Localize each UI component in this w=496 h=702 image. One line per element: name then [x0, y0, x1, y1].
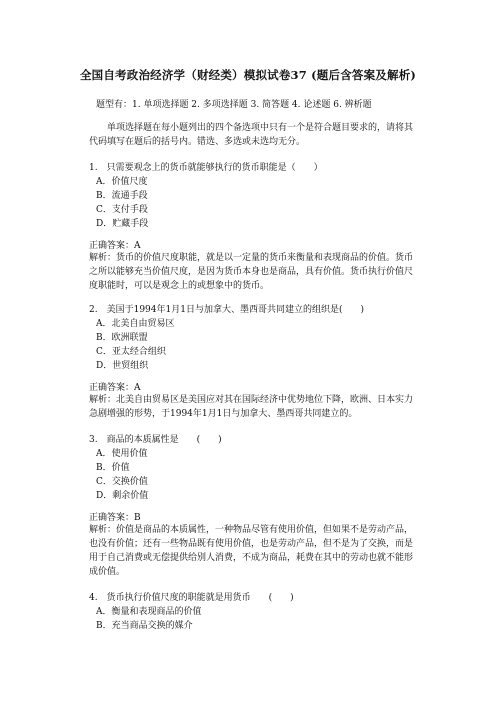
question-2-option-c: C．亚太经合组织: [96, 347, 166, 357]
question-2-option-b: B．欧洲联盟: [96, 333, 148, 343]
question-4-option-a: A．衡量和表现商品的价值: [96, 607, 202, 617]
question-1-option-b: B．流通手段: [96, 191, 148, 201]
question-1-option-c: C．支付手段: [96, 205, 148, 215]
question-1-option-d: D．贮藏手段: [96, 219, 149, 229]
question-4-option-b: B．充当商品交换的媒介: [96, 621, 193, 631]
question-2-answer: 正确答案：A: [89, 383, 141, 393]
question-1-analysis: 解析：货币的价值尺度职能，就是以一定量的货币来衡量和表现商品的价值。货币之所以能够充当价值尺度，是因为货币本身也是商品，具有价值。货币执行价值尺度职能时，可以是观念上的或想象中的货币。: [89, 253, 414, 291]
question-4-stem: 4. 货币执行价值尺度的职能就是用货币 ( ): [89, 593, 294, 603]
question-3-analysis: 解析：价值是商品的本质属性，一种物品尽管有使用价值，但如果不是劳动产品，也没有价值；还有一些物品既有使用价值，也是劳动产品，但不是为了交换，而是用于自己消费或无偿提供给别人消费，不成为商品，耗费在其中的劳动也就不能形成价值。: [89, 525, 414, 577]
question-3-option-d: D．剩余价值: [96, 491, 149, 501]
question-3-option-a: A．使用价值: [96, 449, 148, 459]
document-title: 全国自考政治经济学（财经类）模拟试卷37 (题后含答案及解析): [79, 68, 417, 82]
question-3-stem: 3. 商品的本质属性是 ( ): [89, 435, 222, 445]
question-2-option-d: D．世贸组织: [96, 361, 149, 371]
question-3-answer: 正确答案：B: [89, 513, 141, 523]
question-2-stem: 2. 美国于1994年1月1日与加拿大、墨西哥共同建立的组织是( ): [89, 305, 364, 315]
question-1-option-a: A．价值尺度: [96, 177, 148, 187]
question-2-analysis: 解析：北美自由贸易区是美国应对其在国际经济中优势地位下降，欧洲、日本实力急剧增强的形势，于1994年1月1日与加拿大、墨西哥共同建立的。: [89, 395, 414, 419]
question-2-option-a: A．北美自由贸易区: [96, 319, 175, 329]
question-3-option-b: B．价值: [96, 463, 130, 473]
question-1-stem: 1. 只需要观念上的货币就能够执行的货币职能是（ ）: [89, 163, 323, 173]
question-1-answer: 正确答案：A: [89, 241, 141, 251]
question-3-option-c: C．交换价值: [96, 477, 148, 487]
section-intro: 单项选择题在每小题列出的四个备选项中只有一个是符合题目要求的，请将其代码填写在题后的括号内。错选、多选或未选均无分。: [89, 123, 414, 147]
question-types-line: 题型有：1. 单项选择题 2. 多项选择题 3. 简答题 4. 论述题 6. 辨析题: [96, 100, 372, 110]
